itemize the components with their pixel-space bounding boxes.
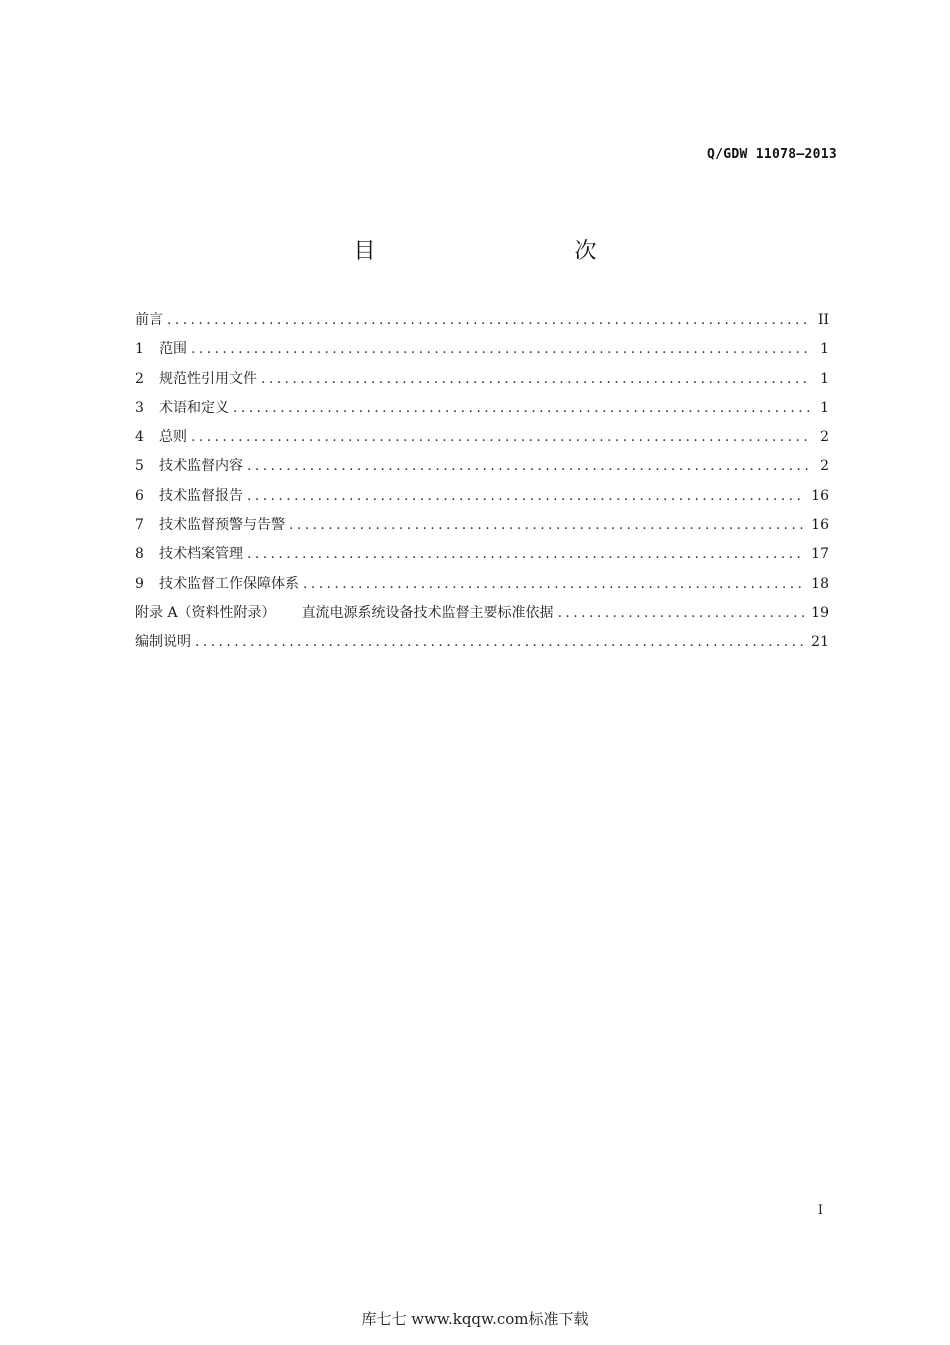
dot-leader <box>558 602 806 624</box>
dot-leader <box>233 397 811 419</box>
toc-label: 技术监督预警与告警 <box>159 517 285 534</box>
toc-label: 技术档案管理 <box>159 546 243 563</box>
toc-label: 技术监督工作保障体系 <box>159 575 299 592</box>
dot-leader <box>191 426 811 448</box>
toc-entry-1[interactable] <box>135 338 829 367</box>
toc-number: 5 <box>135 458 144 475</box>
toc-page: 18 <box>811 575 829 592</box>
toc-label: 技术监督报告 <box>159 487 243 504</box>
dot-leader <box>261 368 811 390</box>
toc-label: 编制说明 <box>135 634 191 651</box>
toc-label: 技术监督内容 <box>159 458 243 475</box>
toc-entry-2[interactable] <box>135 368 829 397</box>
toc-entry-appendix-a[interactable] <box>135 602 829 631</box>
toc-page: 1 <box>820 370 829 387</box>
toc-label-secondary: 直流电源系统设备技术监督主要标准依据 <box>301 604 554 621</box>
dot-leader <box>289 514 805 536</box>
toc-page: 2 <box>820 429 829 446</box>
standard-number: Q/GDW 11078—2013 <box>706 147 837 162</box>
dot-leader <box>195 631 805 653</box>
toc-number: 3 <box>135 399 144 416</box>
toc-entry-foreword[interactable] <box>135 309 829 338</box>
toc-number: 6 <box>135 487 144 504</box>
toc-page: 1 <box>820 399 829 416</box>
toc-number: 7 <box>135 517 144 534</box>
toc-label: 前言 <box>135 312 163 328</box>
dot-leader <box>247 485 805 507</box>
table-of-contents <box>135 309 829 661</box>
toc-entry-3[interactable] <box>135 397 829 426</box>
dot-leader <box>167 309 811 331</box>
toc-number: 1 <box>135 341 144 358</box>
toc-page: 19 <box>811 604 829 621</box>
toc-page: 2 <box>820 458 829 475</box>
toc-label: 规范性引用文件 <box>159 370 257 387</box>
toc-label: 附录 A（资料性附录） <box>135 604 276 621</box>
toc-page: 16 <box>811 487 829 504</box>
toc-entry-9[interactable] <box>135 573 829 602</box>
toc-number: 2 <box>135 370 144 387</box>
toc-page: 1 <box>820 341 829 358</box>
toc-page: 17 <box>811 546 829 563</box>
toc-label: 术语和定义 <box>159 399 229 416</box>
toc-entry-explanation[interactable] <box>135 631 829 660</box>
dot-leader <box>303 573 805 595</box>
toc-title: 目 次 <box>353 239 693 264</box>
toc-label: 总则 <box>159 429 187 446</box>
dot-leader <box>247 455 811 477</box>
toc-entry-7[interactable] <box>135 514 829 543</box>
dot-leader <box>247 543 805 565</box>
toc-entry-8[interactable] <box>135 543 829 572</box>
toc-entry-4[interactable] <box>135 426 829 455</box>
toc-page: II <box>817 312 829 328</box>
toc-number: 4 <box>135 429 144 446</box>
toc-page: 21 <box>811 634 829 651</box>
toc-entry-6[interactable] <box>135 485 829 514</box>
toc-number: 8 <box>135 546 144 563</box>
download-watermark: 库七七 www.kqqw.com标准下载 <box>361 1310 589 1328</box>
toc-label: 范围 <box>159 341 187 358</box>
toc-page: 16 <box>811 517 829 534</box>
toc-number: 9 <box>135 575 144 592</box>
dot-leader <box>191 338 811 360</box>
toc-entry-5[interactable] <box>135 455 829 484</box>
page-number: I <box>817 1203 823 1218</box>
